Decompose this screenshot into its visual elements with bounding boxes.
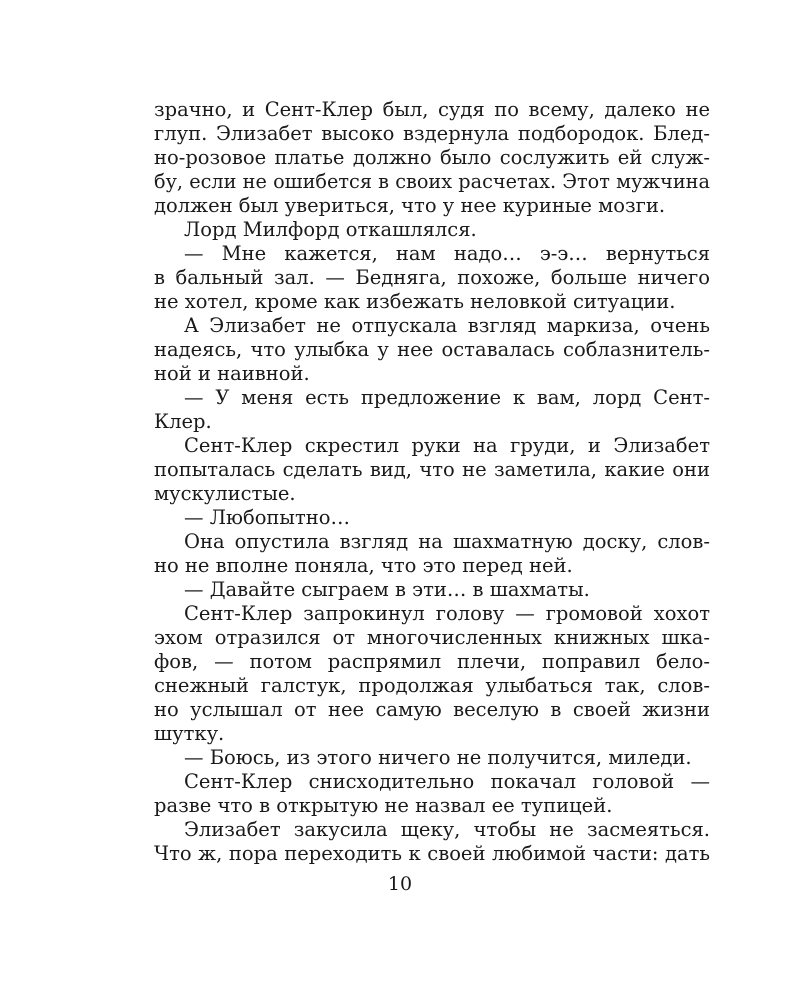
text-line: — Боюсь, из этого ничего не получится, миледи. xyxy=(184,746,692,769)
text-line: попыталась сделать вид, что не заметила, какие они xyxy=(154,458,710,481)
text-line: глуп. Элизабет высоко вздернула подбородок. Блед- xyxy=(154,122,710,145)
text-line: разве что в открытую не назвал ее тупицей. xyxy=(154,794,613,817)
text-line: но услышал от нее самую веселую в своей жизни xyxy=(154,698,710,721)
text-line: снежный галстук, продолжая улыбаться так, слов- xyxy=(154,674,710,697)
text-line: Что ж, пора переходить к своей любимой части: дать xyxy=(154,842,710,865)
book-page-text xyxy=(154,98,710,866)
text-line: Элизабет закусила щеку, чтобы не засмеяться. xyxy=(184,818,710,841)
text-line: не хотел, кроме как избежать неловкой ситуации. xyxy=(154,290,676,313)
text-line: Лорд Милфорд откашлялся. xyxy=(184,218,477,241)
text-line: зрачно, и Сент-Клер был, судя по всему, далеко не xyxy=(154,98,710,121)
text-line: но не вполне поняла, что это перед ней. xyxy=(154,554,573,577)
text-line: эхом отразился от многочисленных книжных шка- xyxy=(154,626,710,649)
page-number: 10 xyxy=(387,873,413,895)
text-line: шутку. xyxy=(154,722,225,745)
text-line: — У меня есть предложение к вам, лорд Сент- xyxy=(184,386,710,409)
text-line: должен был увериться, что у нее куриные мозги. xyxy=(154,194,666,217)
text-line: Сент-Клер снисходительно покачал головой — xyxy=(184,770,710,793)
text-line: но-розовое платье должно было сослужить ей служ- xyxy=(154,146,710,169)
text-line: — Мне кажется, нам надо… э-э… вернуться xyxy=(184,242,710,265)
text-line: А Элизабет не отпускала взгляд маркиза, очень xyxy=(184,314,710,337)
text-line: в бальный зал. — Бедняга, похоже, больше ничего xyxy=(154,266,710,289)
text-line: фов, — потом распрямил плечи, поправил бело- xyxy=(154,650,710,673)
text-line: Сент-Клер скрестил руки на груди, и Элизабет xyxy=(184,434,710,457)
text-line: бу, если не ошибется в своих расчетах. Этот мужчина xyxy=(154,170,710,193)
text-line: Она опустила взгляд на шахматную доску, слов- xyxy=(184,530,710,553)
text-line: мускулистые. xyxy=(154,482,296,505)
text-line: Сент-Клер запрокинул голову — громовой хохот xyxy=(184,602,710,625)
text-line: ной и наивной. xyxy=(154,362,310,385)
text-line: — Любопытно… xyxy=(184,506,350,529)
text-line: надеясь, что улыбка у нее оставалась соблазнитель- xyxy=(154,338,710,361)
text-line: Клер. xyxy=(154,410,212,433)
text-line: — Давайте сыграем в эти… в шахматы. xyxy=(184,578,590,601)
